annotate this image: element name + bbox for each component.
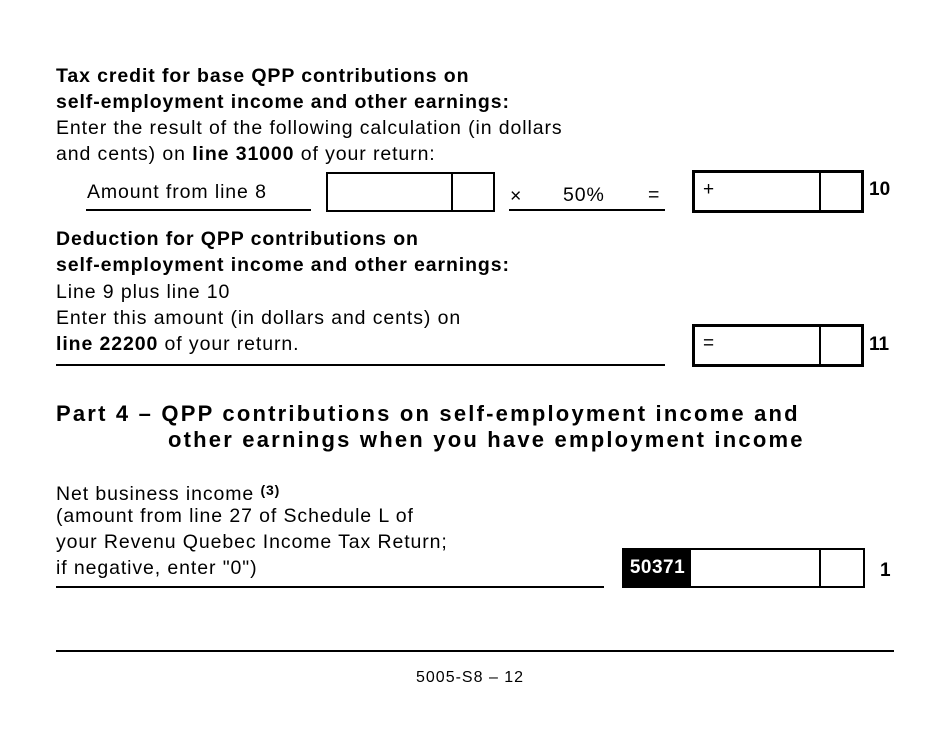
credit-instruction-line-ref: line 31000 <box>192 143 295 165</box>
footnote-ref: (3) <box>260 482 281 498</box>
deduction-underline <box>56 364 665 366</box>
part4-title-line2: other earnings when you have employment income <box>168 427 805 452</box>
page-number: 5005-S8 – 12 <box>416 669 525 686</box>
net-income-underline <box>56 586 604 588</box>
cents-divider <box>819 173 821 210</box>
cents-divider <box>451 174 453 210</box>
rate-underline <box>509 209 665 211</box>
line-number-11: 11 <box>869 334 890 355</box>
line-number-1: 1 <box>880 560 891 581</box>
net-income-input[interactable] <box>697 558 817 579</box>
deduction-text-line3 <box>56 331 299 357</box>
footer-rule <box>56 650 894 652</box>
line11-result-box[interactable] <box>692 324 864 367</box>
part4-title-line1: Part 4 – QPP contributions on self-employment income and <box>56 401 800 426</box>
net-income-label: Net business income <box>56 483 255 505</box>
line11-result-input[interactable] <box>723 335 817 356</box>
credit-heading-line1: Tax credit for base QPP contributions on <box>56 65 470 87</box>
multiply-sign: × <box>510 185 523 207</box>
net-income-label-line3: your Revenu Quebec Income Tax Return; <box>56 531 448 553</box>
field-code-badge: 50371 <box>622 548 693 588</box>
net-income-box[interactable] <box>691 548 865 588</box>
equals-sign: = <box>648 184 661 206</box>
line10-result-input[interactable] <box>723 181 817 202</box>
deduction-heading-line2: self-employment income and other earnings: <box>56 254 510 276</box>
line10-result-box[interactable] <box>692 170 864 213</box>
credit-instruction-line1: Enter the result of the following calculation (in dollars <box>56 117 563 139</box>
amount-label-underline <box>86 209 311 211</box>
credit-instruction-line2 <box>56 141 436 167</box>
net-income-label-line2: (amount from line 27 of Schedule L of <box>56 505 414 527</box>
plus-sign: + <box>703 179 715 200</box>
deduction-heading-line1: Deduction for QPP contributions on <box>56 228 419 250</box>
credit-instruction-post: of your return: <box>294 143 436 165</box>
deduction-text-line1: Line 9 plus line 10 <box>56 281 231 303</box>
amount-from-line8-input[interactable] <box>334 182 450 203</box>
deduction-line-ref: line 22200 <box>56 333 159 355</box>
amount-from-line8-label: Amount from line 8 <box>87 181 267 203</box>
cents-divider <box>819 327 821 364</box>
net-income-label-line4: if negative, enter "0") <box>56 557 258 579</box>
deduction-text-post: of your return. <box>158 333 300 355</box>
rate-value: 50% <box>563 184 605 206</box>
deduction-text-line2: Enter this amount (in dollars and cents) on <box>56 307 462 329</box>
line-number-10: 10 <box>869 179 891 200</box>
cents-divider <box>819 550 821 586</box>
credit-heading-line2: self-employment income and other earnings: <box>56 91 510 113</box>
credit-instruction-pre: and cents) on <box>56 143 193 165</box>
equals-sign-box: = <box>703 333 715 354</box>
amount-from-line8-box[interactable] <box>326 172 495 212</box>
